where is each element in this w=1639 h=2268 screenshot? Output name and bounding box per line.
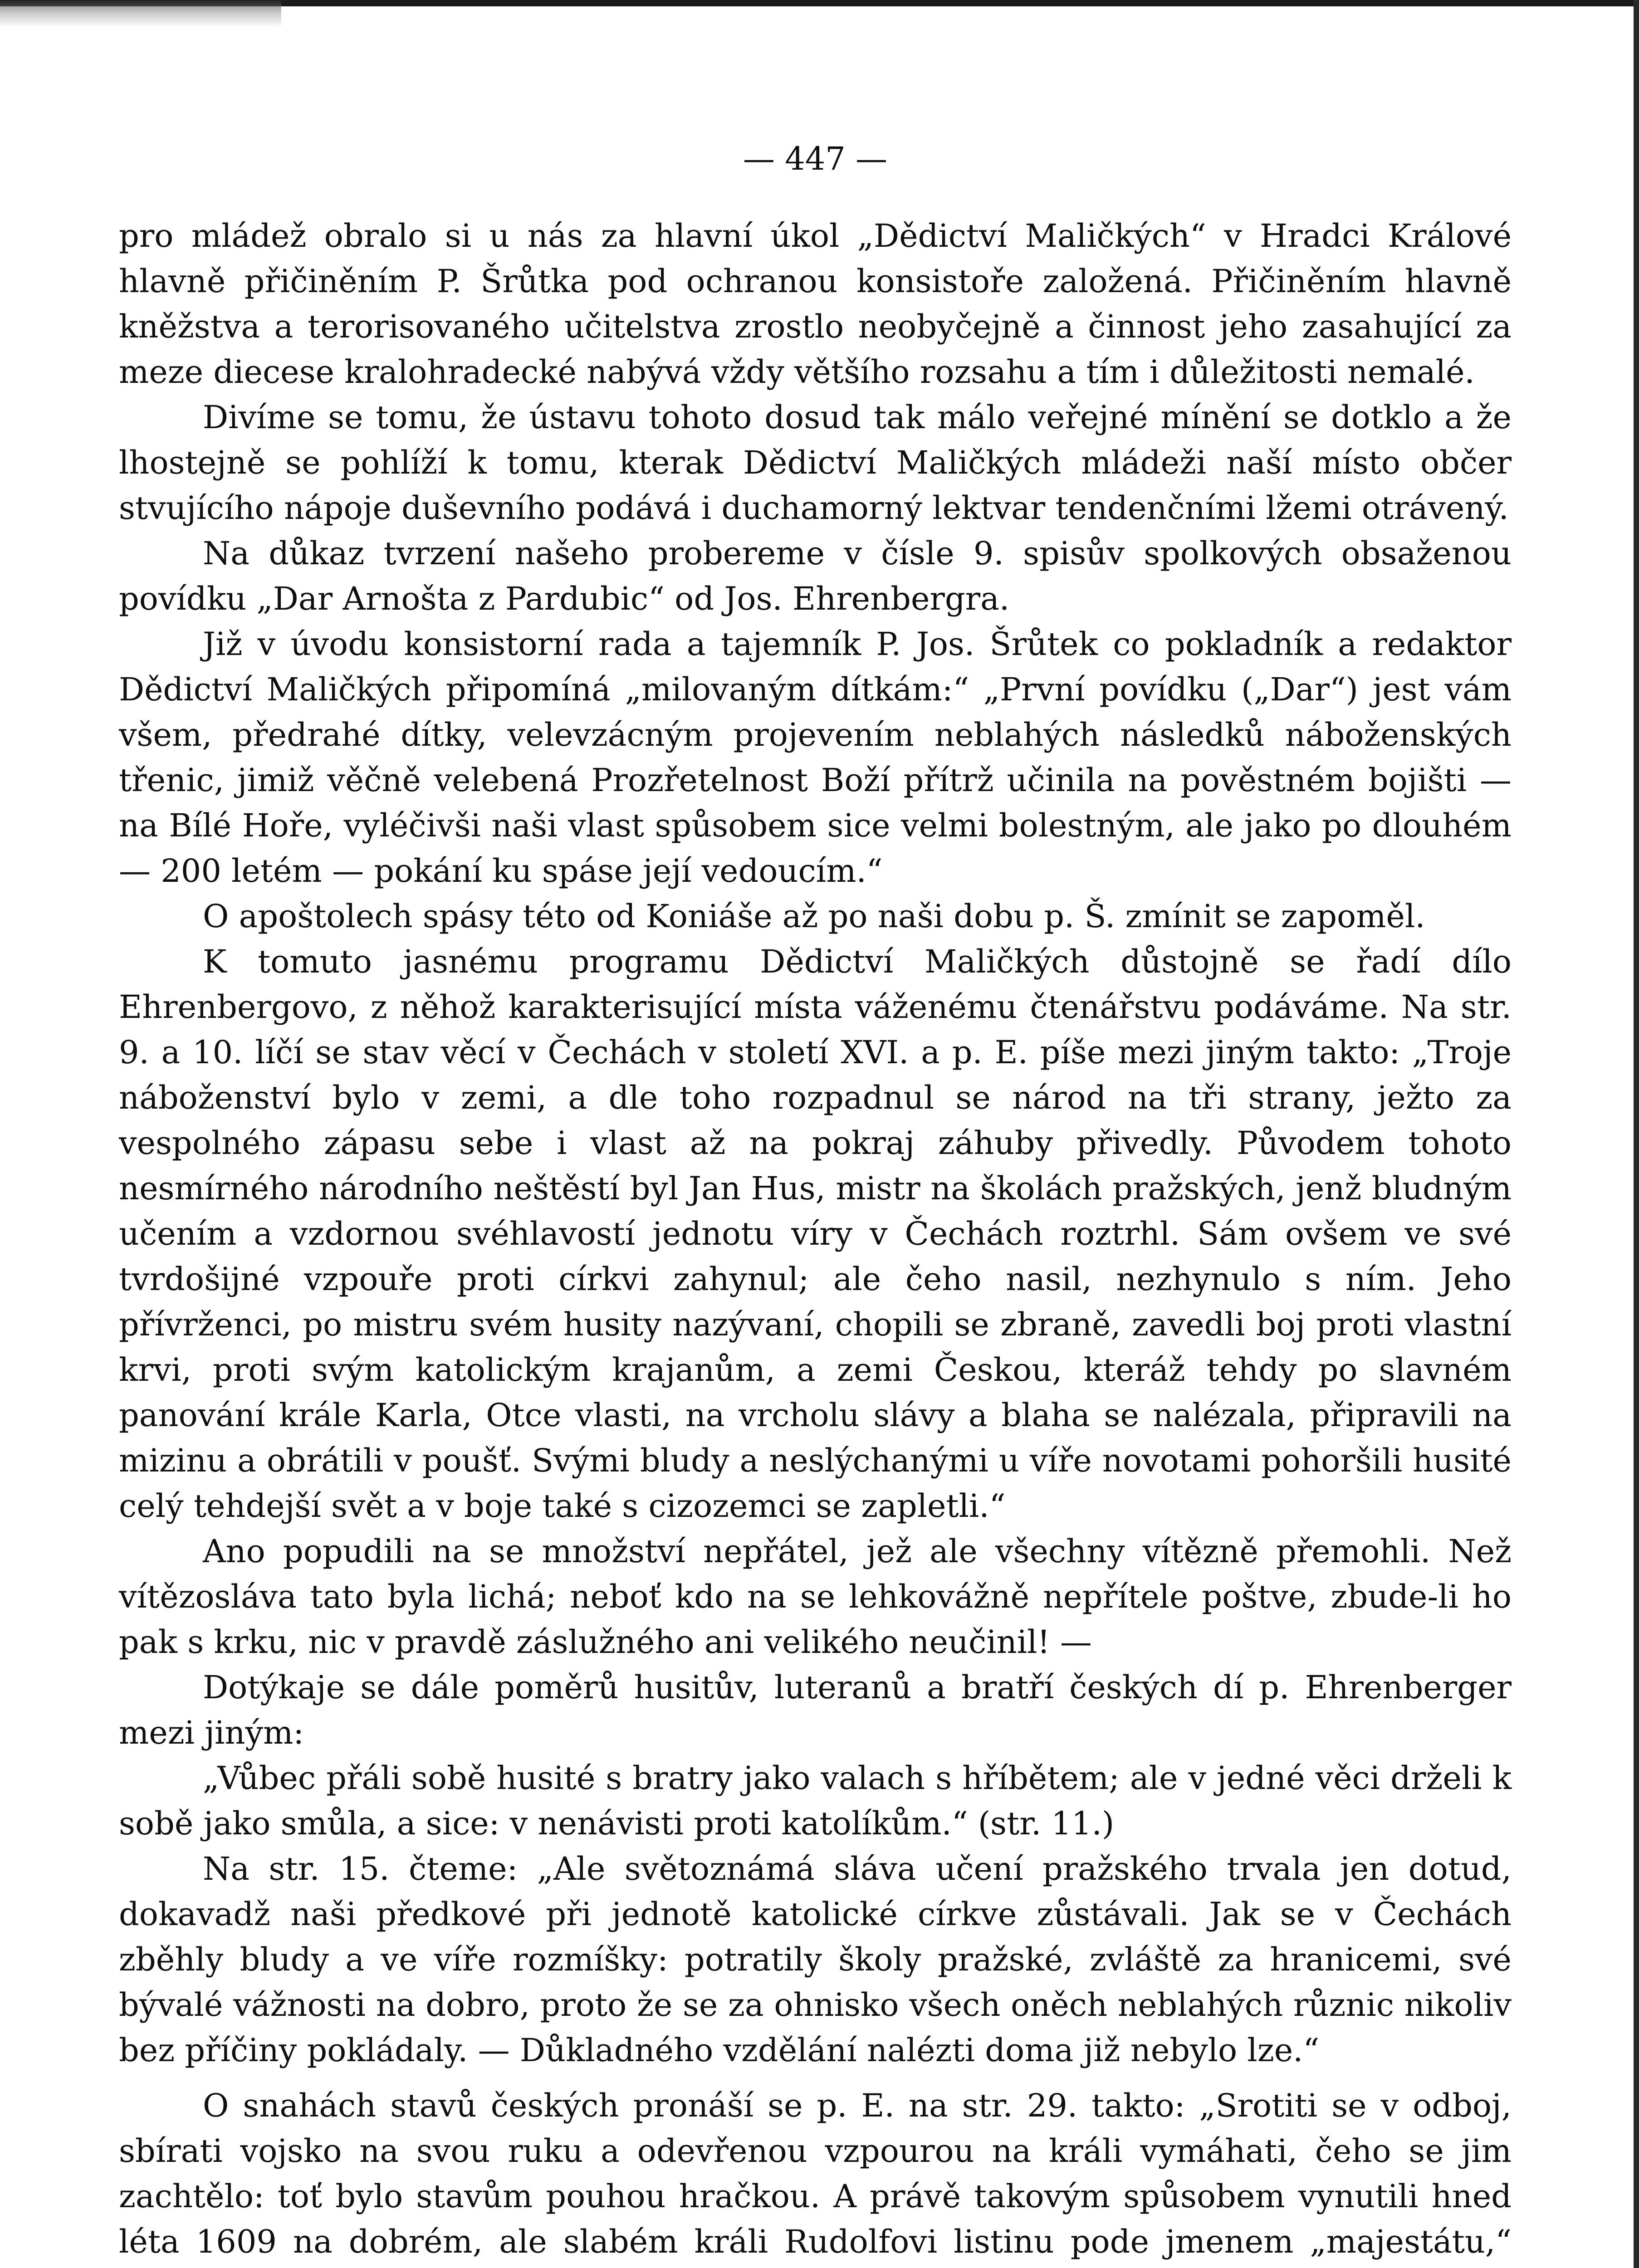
paragraph: Na důkaz tvrzení našeho probereme v čísle 9. spisův spolkových obsaženou povídku „Dar Arnošta z Pardubic“ od Jos. Ehrenbergra. [119,535,1512,617]
paragraph: K tomuto jasnému programu Dědictví Maličkých důstojně se řadí dílo Ehrenbergovo, z něhož karakterisující místa váženému čtenářstvu podáváme. Na str. 9. a 10. líčí se stav věcí v Čechách v století XVI. a p. E. píše mezi jiným takto: „Troje náboženství bylo v zemi, a dle toho rozpadnul se národ na tři strany, ježto za vespolného zápasu sebe i vlast až na pokraj záhuby přivedly. Původem tohoto nesmírného národního neštěstí byl Jan Hus, mistr na školách pražských, jenž bludným učením a vzdornou svéhlavostí jednotu víry v Čechách roztrhl. Sám ovšem ve své tvrdošijné vzpouře proti církvi zahynul; ale čeho nasil, nezhynulo s ním. Jeho přívrženci, po mistru svém husity nazývaní, chopili se zbraně, zavedli boj proti vlastní krvi, proti svým katolickým krajanům, a zemi Českou, kteráž tehdy po slavném panování krále Karla, Otce vlasti, na vrcholu slávy a blaha se nalézala, připravili na mizinu a obrátili v poušť. Svými bludy a neslýchanými u víře novotami pohoršili husité celý tehdejší svět a v boje také s cizozemci se zapletli.“ [119,943,1512,1525]
paragraph: pro mládež obralo si u nás za hlavní úkol „Dědictví Maličkých“ v Hradci Králové hlavně přičiněním P. Šrůtka pod ochranou konsistoře založená. Přičiněním hlavně kněžstva a terorisovaného učitelstva zrostlo neobyčejně a činnost jeho zasahující za meze diecese kralohradecké nabývá vždy většího rozsahu a tím i důležitosti nemalé. [119,217,1512,391]
scan-border-right [1634,0,1639,2268]
page-number: — 447 — [743,140,888,177]
paragraph: Divíme se tomu, že ústavu tohoto dosud tak málo veřejné mínění se dotklo a že lhostejně se pohlíží k tomu, kterak Dědictví Maličkých mládeži naší místo občer stvujícího nápoje duševního podává i duchamorný lektvar tendenčními lžemi otrávený. [119,399,1512,527]
paragraph: Na str. 15. čteme: „Ale světoznámá sláva učení pražského trvala jen dotud, dokavadž naši předkové při jednotě katolické církve zůstávali. Jak se v Čechách zběhly bludy a ve víře rozmíšky: potratily školy pražské, zvláště za hranicemi, své bývalé vážnosti na dobro, proto že se za ohnisko všech oněch neblahých různic nikoliv bez příčiny pokládaly. — Důkladného vzdělání nalézti doma již nebylo lze.“ [119,1850,1512,2069]
block-quote: „Vůbec přáli sobě husité s bratry jako valach s hříbětem; ale v jedné věci drželi k sobě jako smůla, a sice: v nenávisti proti katolíkům.“ (str. 11.) [119,1760,1512,1842]
paragraph: Již v úvodu konsistorní rada a tajemník P. Jos. Šrůtek co pokladník a redaktor Dědictví Maličkých připomíná „milovaným dítkám:“ „První povídku („Dar“) jest vám všem, předrahé dítky, velevzácným projevením neblahých následků náboženských třenic, jimiž věčně velebená Prozřetelnost Boží přítrž učinila na pověstném bojišti — na Bílé Hoře, vyléčivši naši vlast spůsobem sice velmi bolestným, ale jako po dlouhém — 200 letém — pokání ku spáse její vedoucím.“ [119,626,1512,890]
paragraph: O apoštolech spásy této od Koniáše až po naši dobu p. Š. zmínit se zapoměl. [203,898,1425,935]
book-page [119,136,1512,2268]
paragraph: Ano popudili na se množství nepřátel, jež ale všechny vítězně přemohli. Než vítězoslávа tato byla lichá; neboť kdo na se lehkovážně nepřítele poštve, zbude-li ho pak s krku, nic v pravdě záslužného ani velikého neučinil! — [119,1533,1512,1661]
paragraph: O snahách stavů českých pronáší se p. E. na str. 29. takto: „Srotiti se v odboj, sbírati vojsko na svou ruku a odevřenou vzpourou na králi vymáhati, čeho se jim zachtělo: toť bylo stavům pouhou hračkou. A právě takovým spůsobem vynutili hned léta 1609 na dobrém, ale slabém králi Rudolfovi listinu pode jmenem „majestátu,“ [119,2087,1512,2260]
scan-shadow [0,0,281,27]
paragraph: Dotýkaje se dále poměrů husitův, luteranů a bratří českých dí p. Ehrenberger mezi jiným: [119,1669,1512,1751]
